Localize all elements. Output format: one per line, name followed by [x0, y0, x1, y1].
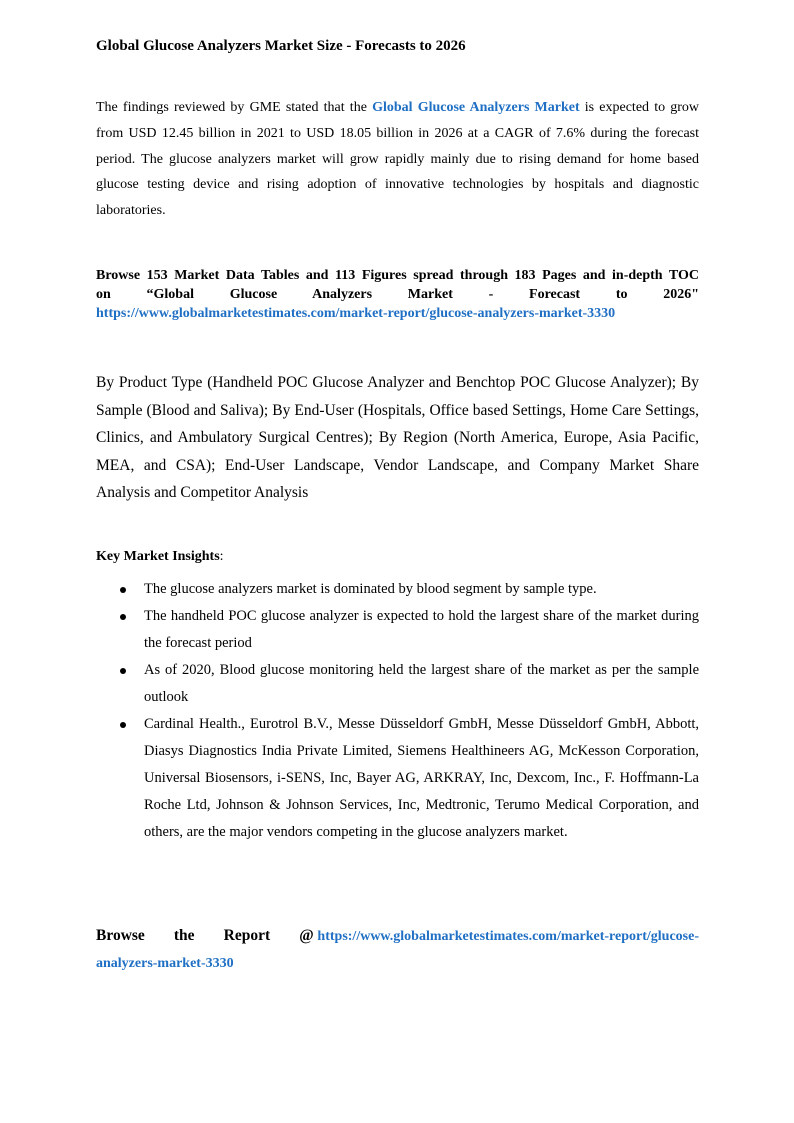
insights-heading-colon: : — [219, 549, 224, 564]
market-link[interactable]: Global Glucose Analyzers Market — [372, 100, 580, 115]
browse-word: the — [173, 927, 195, 944]
report-link-part1[interactable]: https://www.globalmarketestimates.com/market-report/glucose- — [317, 929, 699, 944]
bullet-icon — [120, 668, 126, 674]
browse-toc-line1: Browse 153 Market Data Tables and 113 Figures spread through 183 Pages and in-depth TOC — [96, 268, 699, 283]
list-item-text: The handheld POC glucose analyzer is expected to hold the largest share of the market during the forecast period — [144, 608, 699, 651]
toc-word: “Global — [146, 287, 194, 302]
toc-word: 2026" — [663, 287, 699, 302]
browse-word: Report — [223, 927, 271, 944]
toc-word: Analyzers — [312, 287, 373, 302]
list-item-text: As of 2020, Blood glucose monitoring held the largest share of the market as per the sample outlook — [144, 662, 699, 705]
toc-word: - — [488, 287, 494, 302]
browse-report-block — [96, 922, 699, 977]
document-title: Global Glucose Analyzers Market Size - Forecasts to 2026 — [96, 38, 466, 54]
bullet-icon — [120, 722, 126, 728]
toc-word: on — [96, 287, 111, 302]
report-link-part2[interactable]: analyzers-market-3330 — [96, 956, 234, 971]
toc-word: Glucose — [229, 287, 278, 302]
browse-at-sign: @ — [299, 927, 314, 944]
bullet-icon — [120, 614, 126, 620]
browse-toc-line2 — [96, 285, 699, 304]
intro-text-before: The findings reviewed by GME stated that the — [96, 100, 373, 115]
bullet-icon — [120, 587, 126, 593]
list-item — [96, 657, 699, 711]
list-item — [96, 603, 699, 657]
insights-heading — [96, 549, 224, 565]
toc-report-link[interactable]: https://www.globalmarketestimates.com/market-report/glucose-analyzers-market-3330 — [96, 306, 616, 321]
list-item — [96, 711, 699, 846]
list-item-text: Cardinal Health., Eurotrol B.V., Messe Düsseldorf GmbH, Messe Düsseldorf GmbH, Abbott, Diasys Diagnostics India Private Limited, Siemens Healthineers AG, McKesson Corporation, Universal Biosensors, i-SENS, Inc, Bayer AG, ARKRAY, Inc, Dexcom, Inc., F. Hoffmann-La Roche Ltd, Johnson & Johnson Services, Inc, Medtronic, Terumo Medical Corporation, and others, are the major vendors competing in the glucose analyzers market. — [144, 716, 699, 840]
toc-word: Forecast — [529, 287, 581, 302]
list-item-text: The glucose analyzers market is dominated by blood segment by sample type. — [144, 581, 597, 597]
browse-report-line1 — [96, 922, 699, 950]
browse-word: Browse — [96, 927, 145, 944]
intro-paragraph — [96, 95, 699, 224]
toc-word: to — [615, 287, 628, 302]
browse-toc-block — [96, 266, 699, 323]
toc-word: Market — [407, 287, 453, 302]
segmentation-paragraph: By Product Type (Handheld POC Glucose Analyzer and Benchtop POC Glucose Analyzer); By Sample (Blood and Saliva); By End-User (Hospitals, Office based Settings, Home Care Settings, Clinics, and Ambulatory Surgical Centres); By Region (North America, Europe, Asia Pacific, MEA, and CSA); End-User Landscape, Vendor Landscape, and Company Market Share Analysis and Competitor Analysis — [96, 374, 699, 502]
intro-text-after: is expected to grow from USD 12.45 billion in 2021 to USD 18.05 billion in 2026 at a CAGR of 7.6% during the forecast period. The glucose analyzers market will grow rapidly mainly due to rising demand for home based glucose testing device and rising adoption of innovative technologies by hospitals and diagnostic laboratories. — [96, 100, 700, 219]
insights-list — [96, 576, 699, 846]
insights-heading-label: Key Market Insights — [96, 549, 220, 564]
list-item — [96, 576, 699, 603]
